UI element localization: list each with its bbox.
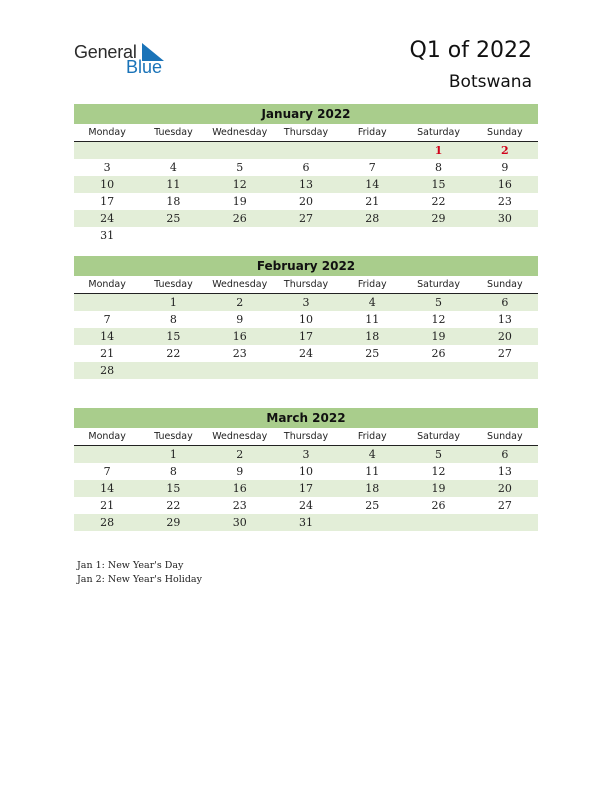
week-row [74, 227, 538, 244]
weekday-label: Friday [357, 431, 387, 442]
day-cell: 16 [232, 330, 247, 343]
day-cell: 10 [298, 465, 313, 478]
day-cell: 23 [232, 347, 247, 360]
day-cell: 27 [298, 212, 313, 225]
day-cell: 6 [302, 161, 310, 174]
day-cell: 16 [232, 482, 247, 495]
day-cell [405, 362, 471, 379]
day-cell: 22 [431, 195, 446, 208]
day-cell: 31 [298, 516, 313, 529]
day-cell [339, 142, 405, 159]
day-cell: 31 [100, 229, 115, 242]
day-cell: 18 [365, 330, 380, 343]
day-cell: 18 [365, 482, 380, 495]
month-january [74, 104, 538, 244]
day-cell [472, 362, 538, 379]
day-cell: 9 [501, 161, 509, 174]
week-row [74, 362, 538, 379]
day-cell: 21 [365, 195, 380, 208]
logo-text-general: General [74, 42, 137, 62]
day-cell [405, 227, 471, 244]
day-cell: 13 [497, 465, 512, 478]
day-cell [74, 142, 140, 159]
weekday-label: Monday [88, 279, 126, 290]
weekday-label: Saturday [417, 279, 460, 290]
weekday-label: Saturday [417, 431, 460, 442]
day-cell: 24 [100, 212, 115, 225]
day-cell: 22 [166, 347, 181, 360]
week-row [74, 480, 538, 497]
week-row [74, 311, 538, 328]
day-cell: 11 [166, 178, 181, 191]
holiday-notes [77, 559, 202, 587]
day-cell: 4 [368, 448, 376, 461]
day-cell [273, 362, 339, 379]
day-cell: 29 [431, 212, 446, 225]
week-row [74, 176, 538, 193]
day-cell: 6 [501, 448, 509, 461]
day-cell: 19 [431, 482, 446, 495]
day-cell: 17 [100, 195, 115, 208]
month-february [74, 256, 538, 379]
day-cell: 27 [497, 499, 512, 512]
weekday-label: Thursday [283, 431, 329, 442]
day-cell: 11 [365, 465, 380, 478]
day-cell [207, 362, 273, 379]
day-cell: 15 [166, 482, 181, 495]
day-cell: 24 [298, 499, 313, 512]
day-cell: 25 [365, 499, 380, 512]
weekday-label: Wednesday [212, 431, 268, 442]
day-cell: 7 [368, 161, 376, 174]
holiday-note: Jan 1: New Year's Day [77, 560, 184, 571]
day-cell: 4 [169, 161, 177, 174]
day-cell: 7 [103, 313, 111, 326]
day-cell: 8 [169, 313, 177, 326]
week-row [74, 463, 538, 480]
day-cell: 6 [501, 296, 509, 309]
week-row [74, 159, 538, 176]
weekday-label: Sunday [487, 431, 523, 442]
week-row [74, 142, 538, 159]
weekday-label: Tuesday [154, 127, 193, 138]
weekday-label: Wednesday [212, 127, 268, 138]
day-cell: 15 [166, 330, 181, 343]
week-row [74, 446, 538, 463]
weekday-label: Sunday [487, 127, 523, 138]
weekday-label: Monday [88, 431, 126, 442]
day-cell: 1 [434, 144, 443, 157]
day-cell: 20 [298, 195, 313, 208]
day-cell [339, 362, 405, 379]
day-cell: 16 [497, 178, 512, 191]
day-cell: 17 [298, 330, 313, 343]
day-cell: 20 [497, 330, 512, 343]
weekday-label: Friday [357, 127, 387, 138]
weekday-label: Saturday [417, 127, 460, 138]
day-cell: 5 [435, 448, 443, 461]
weekday-label: Thursday [283, 127, 329, 138]
day-cell: 2 [236, 448, 244, 461]
day-cell [140, 362, 206, 379]
day-cell: 21 [100, 499, 115, 512]
weekday-label: Wednesday [212, 279, 268, 290]
day-cell [273, 227, 339, 244]
day-cell: 14 [365, 178, 380, 191]
week-row [74, 497, 538, 514]
day-cell [405, 514, 471, 531]
day-cell [207, 142, 273, 159]
weekday-label: Friday [357, 279, 387, 290]
day-cell [339, 227, 405, 244]
day-cell: 4 [368, 296, 376, 309]
day-cell: 3 [302, 296, 310, 309]
week-row [74, 294, 538, 311]
day-cell: 12 [431, 313, 446, 326]
day-cell: 2 [236, 296, 244, 309]
day-cell: 25 [365, 347, 380, 360]
day-cell: 19 [232, 195, 247, 208]
day-cell: 14 [100, 482, 115, 495]
day-cell: 27 [497, 347, 512, 360]
day-cell [74, 294, 140, 311]
day-cell: 2 [501, 144, 509, 157]
day-cell: 21 [100, 347, 115, 360]
day-cell: 23 [232, 499, 247, 512]
day-cell: 9 [236, 313, 244, 326]
day-cell: 7 [103, 465, 111, 478]
day-cell: 19 [431, 330, 446, 343]
weekday-label: Tuesday [154, 279, 193, 290]
day-cell: 28 [100, 516, 115, 529]
day-cell: 10 [100, 178, 115, 191]
day-cell: 30 [497, 212, 512, 225]
day-cell: 5 [435, 296, 443, 309]
day-cell: 12 [431, 465, 446, 478]
day-cell: 26 [232, 212, 247, 225]
month-title: March 2022 [74, 408, 538, 428]
weekday-label: Monday [88, 127, 126, 138]
day-cell: 15 [431, 178, 446, 191]
day-cell: 30 [232, 516, 247, 529]
page-subtitle: Botswana [448, 72, 532, 92]
week-row [74, 345, 538, 362]
day-cell: 28 [365, 212, 380, 225]
day-cell [472, 514, 538, 531]
day-cell: 3 [103, 161, 111, 174]
day-cell: 23 [497, 195, 512, 208]
day-cell: 13 [298, 178, 313, 191]
weekday-label: Thursday [283, 279, 329, 290]
month-march [74, 408, 538, 531]
day-cell: 8 [435, 161, 443, 174]
month-title: February 2022 [74, 256, 538, 276]
day-cell: 11 [365, 313, 380, 326]
week-row [74, 328, 538, 345]
day-cell: 8 [169, 465, 177, 478]
day-cell: 26 [431, 347, 446, 360]
day-cell: 24 [298, 347, 313, 360]
day-cell [207, 227, 273, 244]
week-row [74, 193, 538, 210]
generalblue-logo [74, 42, 174, 78]
day-cell [273, 142, 339, 159]
month-title: January 2022 [74, 104, 538, 124]
day-cell: 22 [166, 499, 181, 512]
day-cell: 28 [100, 364, 115, 377]
day-cell: 9 [236, 465, 244, 478]
weekday-label: Sunday [487, 279, 523, 290]
day-cell: 20 [497, 482, 512, 495]
day-cell: 26 [431, 499, 446, 512]
day-cell [339, 514, 405, 531]
day-cell: 10 [298, 313, 313, 326]
day-cell: 18 [166, 195, 181, 208]
day-cell: 17 [298, 482, 313, 495]
week-row [74, 210, 538, 227]
day-cell: 1 [169, 296, 177, 309]
day-cell: 1 [169, 448, 177, 461]
day-cell [472, 227, 538, 244]
day-cell: 12 [232, 178, 247, 191]
page-title: Q1 of 2022 [409, 38, 532, 63]
day-cell: 5 [236, 161, 244, 174]
day-cell: 25 [166, 212, 181, 225]
week-row [74, 514, 538, 531]
day-cell: 29 [166, 516, 181, 529]
day-cell [140, 142, 206, 159]
weekday-header-row [74, 428, 538, 446]
day-cell [74, 446, 140, 463]
weekday-header-row [74, 276, 538, 294]
day-cell: 14 [100, 330, 115, 343]
day-cell: 3 [302, 448, 310, 461]
day-cell [140, 227, 206, 244]
day-cell: 13 [497, 313, 512, 326]
weekday-label: Tuesday [154, 431, 193, 442]
holiday-note: Jan 2: New Year's Holiday [77, 574, 202, 585]
logo-text-blue: Blue [126, 57, 163, 77]
weekday-header-row [74, 124, 538, 142]
